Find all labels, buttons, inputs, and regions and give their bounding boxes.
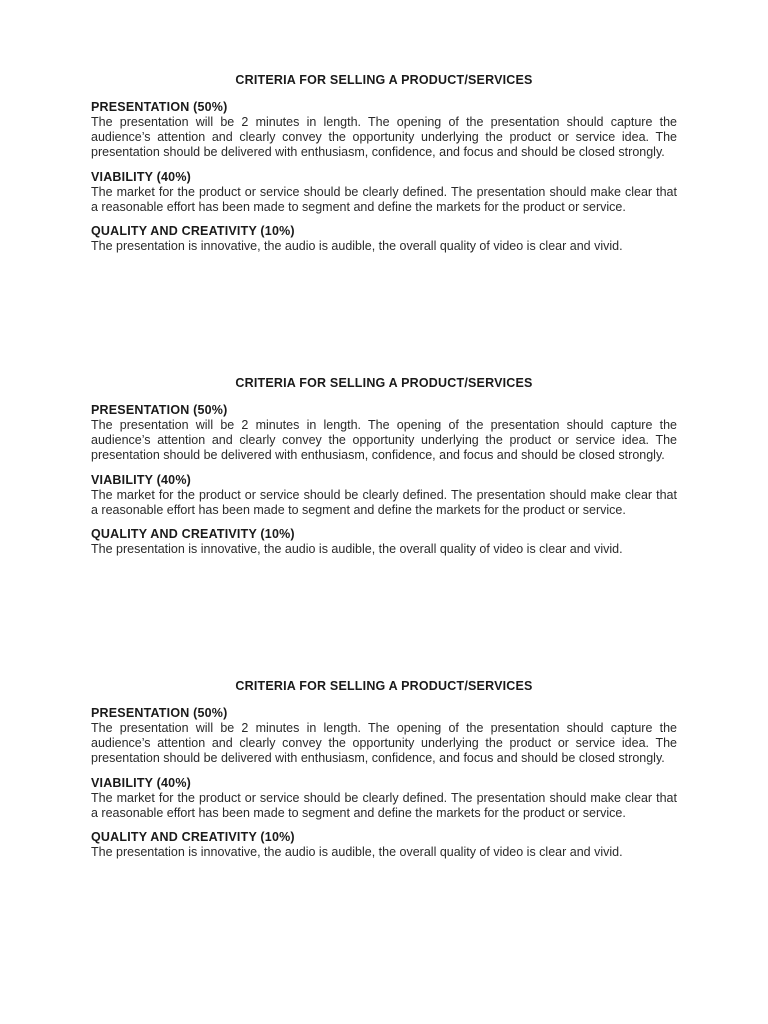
section-body: The presentation is innovative, the audio is audible, the overall quality of video is clear and vivid. <box>91 239 623 254</box>
section-body: The market for the product or service should be clearly defined. The presentation should make clear that a reasonable effort has been made to segment and define the markets for the product or service. <box>91 487 677 517</box>
section-heading: PRESENTATION (50%) <box>91 403 228 417</box>
block-title: CRITERIA FOR SELLING A PRODUCT/SERVICES <box>235 73 533 87</box>
section-body: The presentation will be 2 minutes in length. The opening of the presentation should capture the audience’s attention and clearly convey the opportunity underlying the product or service idea. The presentation should be delivered with enthusiasm, confidence, and focus and should be closed strongly. <box>91 115 677 160</box>
section-heading: VIABILITY (40%) <box>91 472 192 487</box>
section-quality-creativity <box>91 830 677 860</box>
section-presentation <box>91 100 677 161</box>
section-body: The market for the product or service should be clearly defined. The presentation should make clear that a reasonable effort has been made to segment and define the markets for the product or service. <box>91 184 677 214</box>
block-title: CRITERIA FOR SELLING A PRODUCT/SERVICES <box>235 376 533 390</box>
section-heading: VIABILITY (40%) <box>91 775 192 790</box>
section-presentation <box>91 403 677 464</box>
section-presentation <box>91 706 677 767</box>
section-heading: PRESENTATION (50%) <box>91 100 228 114</box>
section-heading: QUALITY AND CREATIVITY (10%) <box>91 830 295 845</box>
section-body: The market for the product or service should be clearly defined. The presentation should make clear that a reasonable effort has been made to segment and define the markets for the product or service. <box>91 790 677 820</box>
section-heading: QUALITY AND CREATIVITY (10%) <box>91 224 295 239</box>
criteria-block-1 <box>91 73 677 263</box>
section-viability <box>91 776 677 821</box>
criteria-block-3 <box>91 679 677 869</box>
section-body: The presentation is innovative, the audio is audible, the overall quality of video is clear and vivid. <box>91 845 623 860</box>
section-viability <box>91 473 677 518</box>
section-body: The presentation is innovative, the audio is audible, the overall quality of video is clear and vivid. <box>91 542 623 557</box>
section-viability <box>91 170 677 215</box>
section-heading: QUALITY AND CREATIVITY (10%) <box>91 527 295 542</box>
section-quality-creativity <box>91 527 677 557</box>
section-heading: PRESENTATION (50%) <box>91 706 228 720</box>
section-heading: VIABILITY (40%) <box>91 169 192 184</box>
section-quality-creativity <box>91 224 677 254</box>
section-body: The presentation will be 2 minutes in length. The opening of the presentation should capture the audience’s attention and clearly convey the opportunity underlying the product or service idea. The presentation should be delivered with enthusiasm, confidence, and focus and should be closed strongly. <box>91 418 677 463</box>
criteria-block-2 <box>91 376 677 566</box>
section-body: The presentation will be 2 minutes in length. The opening of the presentation should capture the audience’s attention and clearly convey the opportunity underlying the product or service idea. The presentation should be delivered with enthusiasm, confidence, and focus and should be closed strongly. <box>91 721 677 766</box>
block-title: CRITERIA FOR SELLING A PRODUCT/SERVICES <box>235 679 533 693</box>
